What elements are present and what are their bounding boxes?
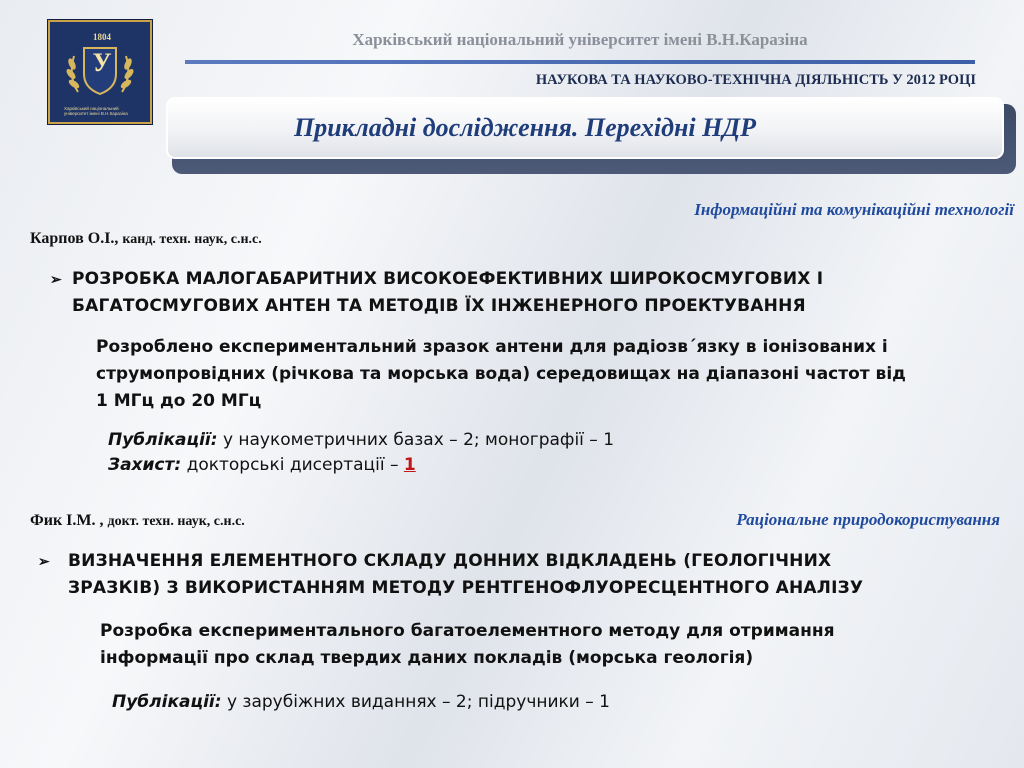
publications-line	[108, 428, 908, 453]
university-name: Харківський національний університет імені В.Н.Каразіна	[352, 30, 808, 49]
description-line: інформації про склад твердих даних покладів (морська геологія)	[100, 648, 754, 668]
arrow-bullet-icon: ➢	[50, 271, 62, 287]
topic-line: РОЗРОБКА МАЛОГАБАРИТНИХ ВИСОКОЕФЕКТИВНИХ ШИРОКОСМУГОВИХ І	[72, 269, 824, 289]
defense-count: 1	[403, 455, 416, 475]
university-logo	[48, 20, 152, 124]
logo-letter: У	[92, 48, 112, 77]
author-name: Карпов О.І.,	[30, 230, 119, 247]
topic-description	[96, 334, 1006, 415]
author	[30, 512, 245, 530]
publications-block	[108, 428, 908, 478]
author	[30, 230, 262, 248]
topic-line: БАГАТОСМУГОВИХ АНТЕН ТА МЕТОДІВ ЇХ ІНЖЕНЕРНОГО ПРОЕКТУВАННЯ	[72, 296, 806, 316]
topic-line: ЗРАЗКІВ) З ВИКОРИСТАННЯМ МЕТОДУ РЕНТГЕНОФЛУОРЕСЦЕНТНОГО АНАЛІЗУ	[68, 578, 864, 598]
description-line: Розроблено експериментальний зразок антени для радіозв´язку в іонізованих і	[96, 337, 888, 357]
page-title: Прикладні дослідження. Перехідні НДР	[293, 113, 756, 142]
section-domain: Раціональне природокористування	[736, 510, 1000, 529]
topic-item	[50, 266, 1000, 320]
logo-year: 1804	[93, 32, 111, 42]
page-subtitle: НАУКОВА ТА НАУКОВО-ТЕХНІЧНА ДІЯЛЬНІСТЬ У 2012 РОЦІ	[535, 72, 976, 88]
topic-description	[100, 618, 980, 672]
author-degree: докт. техн. наук, с.н.с.	[107, 514, 245, 529]
publications-label: Публікації:	[112, 692, 222, 712]
description-line: струмопровідних (річкова та морська вода) середовищах на діапазоні частот від	[96, 364, 906, 384]
defense-label: Захист:	[108, 455, 182, 475]
header-divider	[185, 60, 975, 64]
defense-text: докторські дисертації –	[186, 455, 399, 475]
topic-title	[72, 266, 823, 320]
description-line: 1 МГц до 20 МГц	[96, 391, 262, 411]
publications-text: у зарубіжних виданнях – 2; підручники – 1	[226, 692, 610, 712]
arrow-bullet-icon: ➢	[38, 553, 50, 569]
topic-line: ВИЗНАЧЕННЯ ЕЛЕМЕНТНОГО СКЛАДУ ДОННИХ ВІДКЛАДЕНЬ (ГЕОЛОГІЧНИХ	[68, 551, 832, 571]
title-banner	[166, 97, 1004, 159]
defense-line	[108, 453, 908, 478]
section-domain: Інформаційні та комунікаційні технології	[694, 200, 1014, 219]
author-degree: канд. техн. наук, с.н.с.	[122, 232, 262, 247]
topic-title	[68, 548, 863, 602]
publications-label: Публікації:	[108, 430, 218, 450]
publications-text: у наукометричних базах – 2; монографії – 1	[222, 430, 615, 450]
topic-item	[38, 548, 998, 602]
publications-block	[112, 690, 912, 715]
author-name: Фик І.М. ,	[30, 512, 104, 529]
description-line: Розробка експериментального багатоелементного методу для отримання	[100, 621, 835, 641]
logo-caption: Харківський національний університет імені В.Н.Каразіна	[64, 106, 128, 116]
